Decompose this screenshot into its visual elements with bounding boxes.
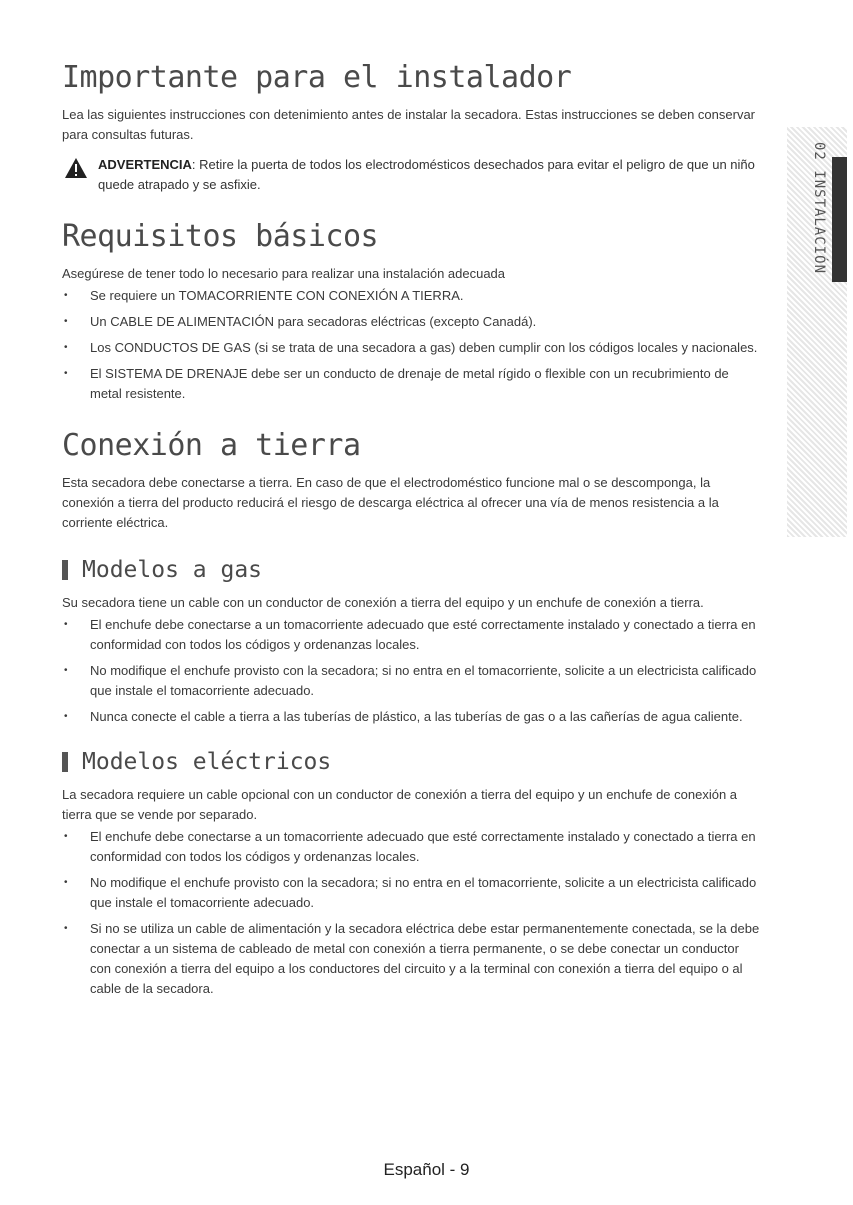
page-number: Español - 9 <box>383 1160 470 1179</box>
list-item: • El SISTEMA DE DRENAJE debe ser un conducto de drenaje de metal rígido o flexible con un recubrimiento de metal resistente. <box>62 364 762 404</box>
ground-title: Conexión a tierra <box>62 428 361 463</box>
gas-list <box>62 615 762 727</box>
installer-intro: Lea las siguientes instrucciones con detenimiento antes de instalar la secadora. Estas instrucciones se deben conservar para consultas futuras. <box>62 107 756 142</box>
page-content <box>62 60 762 1005</box>
warning-triangle-icon <box>64 157 88 179</box>
section-gas <box>62 557 762 727</box>
gas-title <box>62 557 762 583</box>
gas-title-text: Modelos a gas <box>82 557 263 583</box>
list-item: • No modifique el enchufe provisto con la secadora; si no entra en el tomacorriente, solicite a un electricista calificado que instale el tomacorriente adecuado. <box>62 661 762 701</box>
heading-bar <box>62 752 68 772</box>
chapter-side-tab <box>787 127 847 537</box>
installer-title: Importante para el instalador <box>62 60 572 95</box>
list-item: • No modifique el enchufe provisto con la secadora; si no entra en el tomacorriente, solicite a un electricista calificado que instale el tomacorriente adecuado. <box>62 873 762 913</box>
list-item: • Nunca conecte el cable a tierra a las tuberías de plástico, a las tuberías de gas o a las cañerías de agua caliente. <box>62 707 762 727</box>
electric-list <box>62 827 762 999</box>
list-item: • Se requiere un TOMACORRIENTE CON CONEXIÓN A TIERRA. <box>62 286 762 306</box>
warning-body: : Retire la puerta de todos los electrodomésticos desechados para evitar el peligro de que un niño quede atrapado y se asfixie. <box>98 157 755 192</box>
warning-block <box>62 155 762 195</box>
list-item: • El enchufe debe conectarse a un tomacorriente adecuado que esté correctamente instalado y conectado a tierra en conformidad con todos los códigos y ordenanzas locales. <box>62 827 762 867</box>
list-item: • Los CONDUCTOS DE GAS (si se trata de una secadora a gas) deben cumplir con los códigos locales y nacionales. <box>62 338 762 358</box>
basics-title: Requisitos básicos <box>62 219 379 254</box>
side-tab-label: 02 INSTALACIÓN <box>811 142 827 275</box>
gas-intro: Su secadora tiene un cable con un conductor de conexión a tierra del equipo y un enchufe de conexión a tierra. <box>62 595 704 610</box>
side-tab-marker <box>832 157 847 282</box>
warning-label: ADVERTENCIA <box>98 157 192 172</box>
list-item: • Un CABLE DE ALIMENTACIÓN para secadoras eléctricas (excepto Canadá). <box>62 312 762 332</box>
electric-title-text: Modelos eléctricos <box>82 749 332 775</box>
ground-intro: Esta secadora debe conectarse a tierra. En caso de que el electrodoméstico funcione mal o se descomponga, la conexión a tierra del producto reducirá el riesgo de descarga eléctrica al ofrecer una vía de menos resistencia a la corriente eléctrica. <box>62 475 719 530</box>
list-item: • Si no se utiliza un cable de alimentación y la secadora eléctrica debe estar permanentemente conectada, se la debe conectar a un sistema de cableado de metal con conexión a tierra permanente, o se debe conectar un conductor con conexión a tierra del equipo a los conductores del circuito y a la terminal con conexión a tierra del equipo o al cable de la secadora. <box>62 919 762 999</box>
section-ground <box>62 428 762 533</box>
section-basics <box>62 219 762 404</box>
section-electric <box>62 749 762 999</box>
electric-intro: La secadora requiere un cable opcional con un conductor de conexión a tierra del equipo y un enchufe de conexión a tierra que se vende por separado. <box>62 787 738 822</box>
warning-text <box>98 155 762 195</box>
section-installer <box>62 60 762 195</box>
list-item: • El enchufe debe conectarse a un tomacorriente adecuado que esté correctamente instalado y conectado a tierra en conformidad con todos los códigos y ordenanzas locales. <box>62 615 762 655</box>
heading-bar <box>62 560 68 580</box>
electric-title <box>62 749 762 775</box>
basics-list <box>62 286 762 404</box>
basics-intro: Asegúrese de tener todo lo necesario para realizar una instalación adecuada <box>62 266 506 281</box>
